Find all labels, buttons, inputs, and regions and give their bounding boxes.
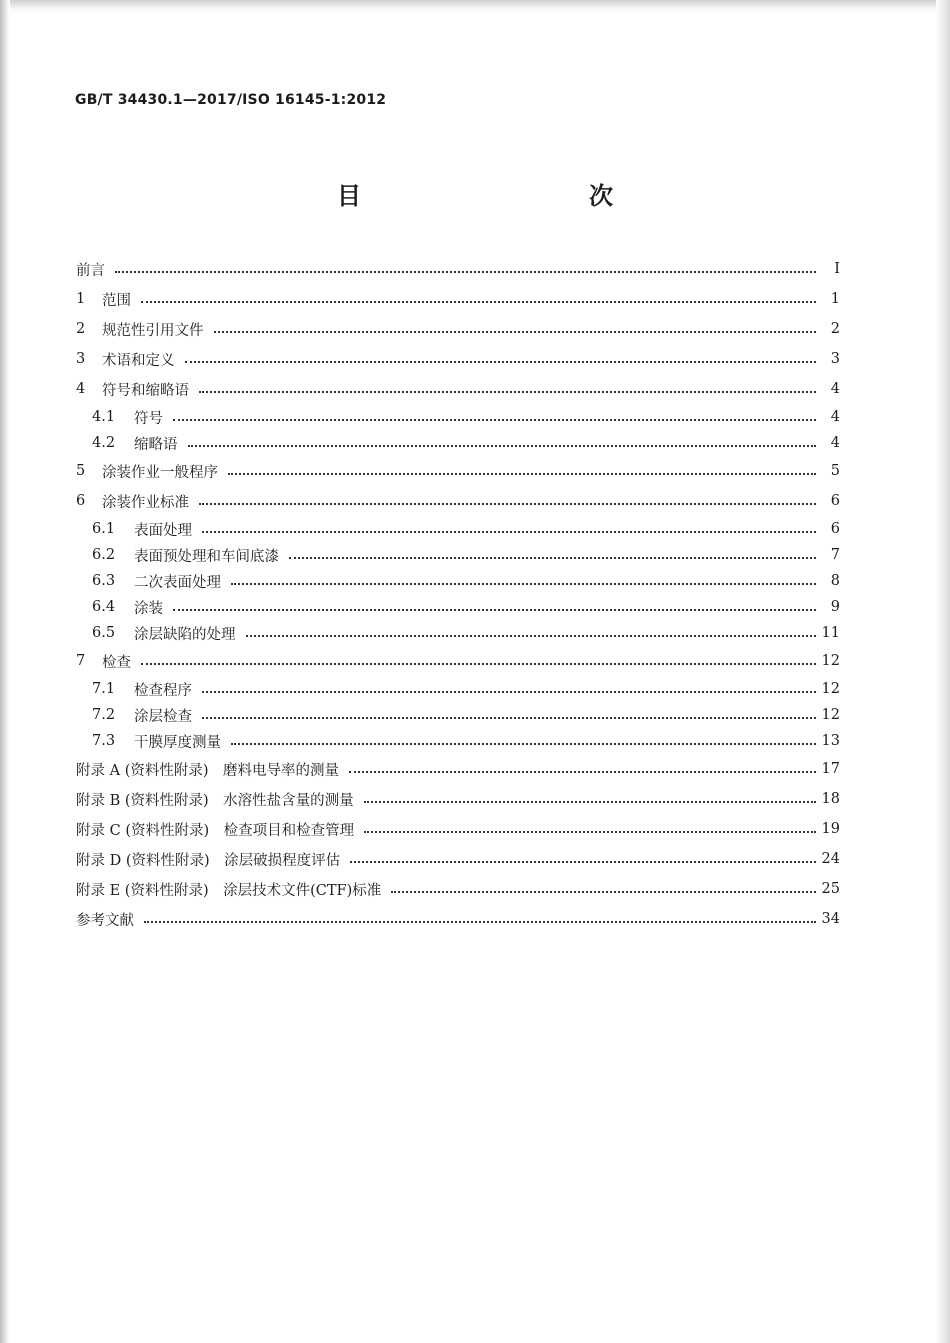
dot-leader bbox=[391, 891, 815, 893]
toc-entry-number: 4.2 bbox=[92, 435, 116, 451]
toc-entry-page-number: 18 bbox=[821, 791, 840, 807]
toc-entry-number: 7.2 bbox=[92, 707, 116, 723]
toc-entry-number: 3 bbox=[76, 351, 86, 367]
page-edge-shadow bbox=[0, 0, 950, 14]
toc-entry-page-number: 6 bbox=[830, 521, 840, 537]
toc-entry-number: 6.2 bbox=[92, 547, 116, 563]
toc-entry[interactable] bbox=[76, 728, 840, 754]
toc-entry-label: 表面处理 bbox=[134, 522, 192, 539]
toc-entry[interactable] bbox=[76, 646, 840, 676]
toc-entry-page-number: 12 bbox=[821, 653, 840, 669]
dot-leader bbox=[141, 301, 816, 303]
toc-entry-number: 4.1 bbox=[92, 409, 116, 425]
toc-entry[interactable] bbox=[76, 784, 840, 814]
dot-leader bbox=[199, 503, 816, 505]
toc-entry-label: 干膜厚度测量 bbox=[134, 734, 221, 751]
toc-entry-page-number: 4 bbox=[830, 381, 840, 397]
toc-entry-label: 附录 C (资料性附录) 检查项目和检查管理 bbox=[76, 822, 355, 839]
toc-entry[interactable] bbox=[76, 844, 840, 874]
dot-leader bbox=[173, 609, 816, 611]
dot-leader bbox=[231, 743, 816, 745]
toc-entry[interactable] bbox=[76, 430, 840, 456]
toc-entry-page-number: 25 bbox=[821, 881, 840, 897]
toc-entry[interactable] bbox=[76, 254, 840, 284]
toc-entry[interactable] bbox=[76, 754, 840, 784]
toc-entry-label: 检查程序 bbox=[134, 682, 192, 699]
toc-entry-label: 二次表面处理 bbox=[134, 574, 221, 591]
toc-entry-label: 检查 bbox=[102, 654, 131, 671]
dot-leader bbox=[202, 691, 816, 693]
toc-entry-number: 1 bbox=[76, 291, 86, 307]
toc-entry-page-number: 6 bbox=[830, 493, 840, 509]
toc-entry-label: 规范性引用文件 bbox=[102, 322, 204, 339]
toc-entry[interactable] bbox=[76, 702, 840, 728]
toc-entry[interactable] bbox=[76, 284, 840, 314]
toc-entry[interactable] bbox=[76, 904, 840, 934]
dot-leader bbox=[173, 419, 816, 421]
dot-leader bbox=[364, 801, 816, 803]
dot-leader bbox=[202, 531, 816, 533]
toc-entry[interactable] bbox=[76, 568, 840, 594]
toc-entry-label: 符号和缩略语 bbox=[102, 382, 189, 399]
toc-entry-label: 涂装 bbox=[134, 600, 163, 617]
dot-leader bbox=[231, 583, 816, 585]
dot-leader bbox=[228, 473, 816, 475]
dot-leader bbox=[141, 663, 816, 665]
toc-entry-number: 4 bbox=[76, 381, 86, 397]
toc-entry-label: 涂层缺陷的处理 bbox=[134, 626, 236, 643]
toc-entry[interactable] bbox=[76, 314, 840, 344]
toc-entry-label: 附录 D (资料性附录) 涂层破损程度评估 bbox=[76, 852, 341, 869]
toc-entry-label: 附录 E (资料性附录) 涂层技术文件(CTF)标准 bbox=[76, 882, 382, 899]
toc-entry[interactable] bbox=[76, 542, 840, 568]
table-of-contents bbox=[76, 254, 840, 934]
document-code: GB/T 34430.1—2017/ISO 16145-1:2012 bbox=[75, 92, 387, 108]
toc-entry[interactable] bbox=[76, 456, 840, 486]
toc-entry-label: 附录 B (资料性附录) 水溶性盐含量的测量 bbox=[76, 792, 354, 809]
toc-entry-number: 7.3 bbox=[92, 733, 116, 749]
toc-entry-number: 6.3 bbox=[92, 573, 116, 589]
toc-entry-number: 6.1 bbox=[92, 521, 116, 537]
toc-entry-label: 涂装作业标准 bbox=[102, 494, 189, 511]
dot-leader bbox=[246, 635, 816, 637]
toc-entry-page-number: 1 bbox=[830, 291, 840, 307]
toc-entry-label: 附录 A (资料性附录) 磨料电导率的测量 bbox=[76, 762, 340, 779]
toc-entry[interactable] bbox=[76, 516, 840, 542]
page-title: 目 次 bbox=[337, 182, 673, 210]
dot-leader bbox=[185, 361, 817, 363]
toc-entry-label: 参考文献 bbox=[76, 912, 134, 929]
toc-entry-number: 7.1 bbox=[92, 681, 116, 697]
toc-entry-label: 涂装作业一般程序 bbox=[102, 464, 218, 481]
toc-entry-page-number: 12 bbox=[821, 707, 840, 723]
toc-entry-number: 6.5 bbox=[92, 625, 116, 641]
toc-entry-number: 7 bbox=[76, 653, 86, 669]
toc-entry-label: 前言 bbox=[76, 262, 105, 279]
dot-leader bbox=[364, 831, 815, 833]
dot-leader bbox=[199, 391, 816, 393]
toc-entry[interactable] bbox=[76, 676, 840, 702]
toc-entry-page-number: 12 bbox=[821, 681, 840, 697]
toc-entry-page-number: 5 bbox=[830, 463, 840, 479]
toc-entry-number: 6.4 bbox=[92, 599, 116, 615]
toc-entry-number: 5 bbox=[76, 463, 86, 479]
toc-entry-label: 符号 bbox=[134, 410, 163, 427]
toc-entry[interactable] bbox=[76, 814, 840, 844]
toc-entry-label: 缩略语 bbox=[134, 436, 178, 453]
toc-entry-page-number: 13 bbox=[821, 733, 840, 749]
dot-leader bbox=[115, 271, 816, 273]
toc-entry-page-number: 24 bbox=[821, 851, 840, 867]
toc-entry[interactable] bbox=[76, 620, 840, 646]
toc-entry-page-number: 4 bbox=[830, 409, 840, 425]
toc-entry-number: 6 bbox=[76, 493, 86, 509]
dot-leader bbox=[349, 771, 816, 773]
toc-entry-label: 术语和定义 bbox=[102, 352, 175, 369]
toc-entry-number: 2 bbox=[76, 321, 86, 337]
toc-entry[interactable] bbox=[76, 374, 840, 404]
toc-entry-page-number: 11 bbox=[821, 625, 840, 641]
dot-leader bbox=[350, 861, 815, 863]
toc-entry-label: 范围 bbox=[102, 292, 131, 309]
toc-entry-page-number: 2 bbox=[830, 321, 840, 337]
toc-entry[interactable] bbox=[76, 486, 840, 516]
dot-leader bbox=[202, 717, 816, 719]
toc-entry-page-number: 8 bbox=[830, 573, 840, 589]
toc-entry-page-number: 9 bbox=[830, 599, 840, 615]
toc-entry-label: 表面预处理和车间底漆 bbox=[134, 548, 279, 565]
toc-entry[interactable] bbox=[76, 404, 840, 430]
toc-entry[interactable] bbox=[76, 874, 840, 904]
dot-leader bbox=[289, 557, 816, 559]
toc-entry-page-number: 17 bbox=[821, 761, 840, 777]
dot-leader bbox=[214, 331, 817, 333]
dot-leader bbox=[144, 921, 816, 923]
toc-entry-page-number: Ⅰ bbox=[834, 261, 840, 277]
toc-entry-page-number: 3 bbox=[830, 351, 840, 367]
toc-entry-page-number: 34 bbox=[821, 911, 840, 927]
toc-entry-label: 涂层检查 bbox=[134, 708, 192, 725]
toc-entry[interactable] bbox=[76, 594, 840, 620]
toc-entry-page-number: 19 bbox=[821, 821, 840, 837]
toc-entry-page-number: 4 bbox=[830, 435, 840, 451]
dot-leader bbox=[188, 445, 817, 447]
toc-entry[interactable] bbox=[76, 344, 840, 374]
toc-entry-page-number: 7 bbox=[830, 547, 840, 563]
